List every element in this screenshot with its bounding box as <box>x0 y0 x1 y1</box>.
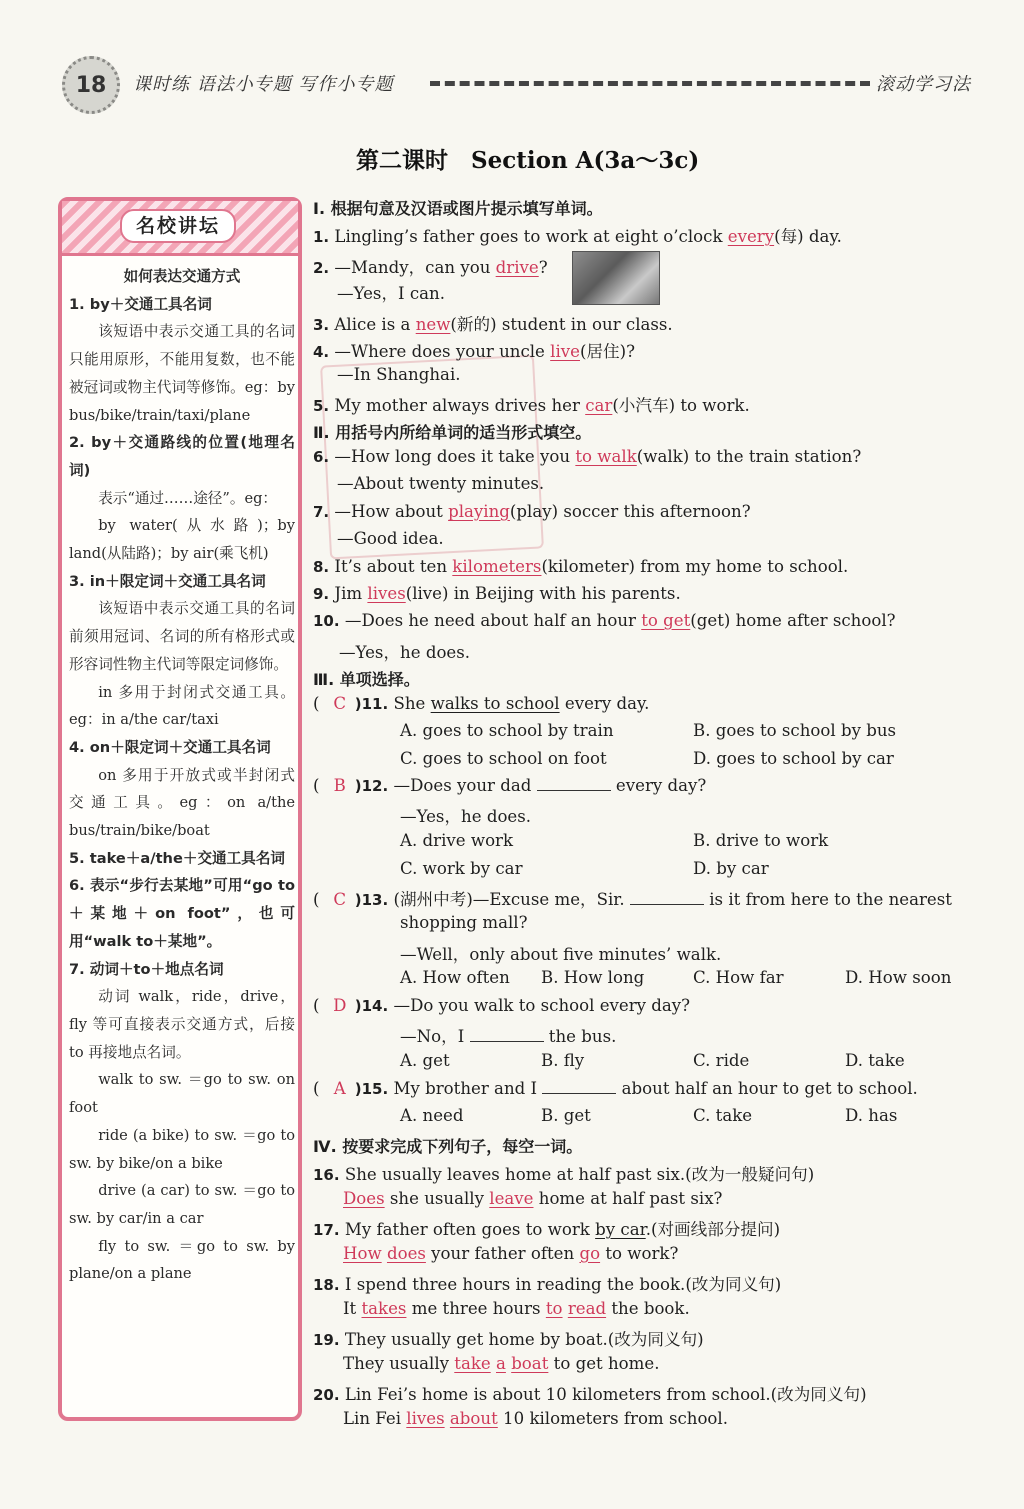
q-text: —Do you walk to school every day? <box>393 996 691 1015</box>
q-text: (get) home after school? <box>690 611 896 630</box>
driving-photo <box>572 251 660 305</box>
q-text: to get home. <box>548 1354 660 1373</box>
q-text: —Does he need about half an hour <box>344 611 642 630</box>
q-text: Lin Fei <box>343 1409 407 1428</box>
q-text: (live) in Beijing with his parents. <box>405 584 681 603</box>
underlined-text: by car <box>595 1220 646 1239</box>
blank <box>470 1027 544 1042</box>
q-text: (湖州中考)—Excuse me，Sir. <box>393 890 630 909</box>
q-text: Lin Fei’s home is about 10 kilometers from school.(改为同义句) <box>344 1385 867 1404</box>
answer: to <box>545 1299 563 1318</box>
q-number: )11. <box>354 695 389 713</box>
answer: How <box>343 1244 382 1263</box>
underlined-text: walks to school <box>430 694 560 713</box>
q-number: 8. <box>313 558 330 576</box>
option-c: C. How far <box>693 968 784 987</box>
answer: lives <box>367 584 406 603</box>
sidebar-point-2-example: by water(从水路)；by land(从陆路)；by air(乘飞机) <box>69 517 295 563</box>
question-9 <box>313 584 681 603</box>
answer: takes <box>361 1299 407 1318</box>
answer: go <box>579 1244 601 1263</box>
header-divider <box>430 81 870 86</box>
q-text: (居住)? <box>579 342 636 361</box>
page-title: 第二课时 Section A(3a～3c) <box>356 147 700 174</box>
q-text: the book. <box>606 1299 690 1318</box>
question-17-answer-line <box>343 1244 678 1263</box>
q-number: 2. <box>313 259 330 277</box>
q-number: 16. <box>313 1166 340 1184</box>
blank <box>630 890 704 905</box>
option-d: D. by car <box>693 859 769 878</box>
page-number: 18 <box>62 56 120 114</box>
q-text: —How long does it take you <box>334 447 576 466</box>
q-text: your father often <box>425 1244 580 1263</box>
answer: new <box>415 315 451 334</box>
q-text: Lingling’s father goes to work at eight o’clock <box>334 227 728 246</box>
answer: to get <box>641 611 691 630</box>
q-text: It’s about ten <box>334 557 453 576</box>
q-text: .(对画线部分提问) <box>645 1220 781 1239</box>
option-b: B. get <box>541 1106 591 1125</box>
paren: ( <box>313 1079 320 1098</box>
q-number: 17. <box>313 1221 340 1239</box>
question-20-answer-line <box>343 1409 728 1428</box>
q-text: They usually <box>343 1354 455 1373</box>
question-20 <box>313 1381 867 1405</box>
question-16-answer-line <box>343 1189 722 1208</box>
question-3 <box>313 311 673 335</box>
paren: ( <box>313 890 320 909</box>
q-text: 10 kilometers from school. <box>497 1409 729 1428</box>
q-text: —Where does your uncle <box>334 342 551 361</box>
answer: does <box>386 1244 426 1263</box>
question-15 <box>313 1079 918 1098</box>
q-number: )15. <box>354 1080 389 1098</box>
option-c: C. work by car <box>400 859 523 878</box>
answer: about <box>449 1409 498 1428</box>
sidebar-point-4-heading: 4. on＋限定词＋交通工具名词 <box>69 738 271 756</box>
answer: take <box>454 1354 491 1373</box>
q-text: —Does your dad <box>393 776 537 795</box>
question-7 <box>313 502 751 521</box>
option-b: B. goes to school by bus <box>693 721 897 740</box>
sidebar-point-6-heading: 6. 表示“步行去某地”可用“go to＋某地＋on foot”，也可用“walk to＋某地”。 <box>69 877 295 950</box>
answer: C <box>333 694 347 713</box>
option-a: A. goes to school by train <box>400 721 614 740</box>
q-number: )14. <box>354 997 389 1015</box>
option-b: B. fly <box>541 1051 585 1070</box>
q-text: is it from here to the nearest <box>703 890 952 909</box>
sidebar-point-2-body: 表示“通过……途径”。eg： <box>98 489 278 507</box>
q-number: 4. <box>313 343 330 361</box>
answer: B <box>333 776 346 795</box>
q-text: She usually leaves home at half past six.(改为一般疑问句) <box>344 1165 815 1184</box>
q-number: )13. <box>354 891 389 909</box>
question-4 <box>313 338 635 362</box>
sidebar-title-band <box>62 201 298 256</box>
blank <box>542 1079 616 1094</box>
section-2-heading: Ⅱ. 用括号内所给单词的适当形式填空。 <box>313 423 592 442</box>
section-1-heading: Ⅰ. 根据句意及汉语或图片提示填写单词。 <box>313 199 603 218</box>
question-19-answer-line <box>343 1354 659 1373</box>
q-text: home at half past six? <box>533 1189 723 1208</box>
question-7-reply: —Good idea. <box>337 529 444 548</box>
answer: car <box>585 396 613 415</box>
q-number: 19. <box>313 1331 340 1349</box>
question-10 <box>313 611 896 630</box>
question-5 <box>313 392 750 416</box>
q-number: 18. <box>313 1276 340 1294</box>
q-number: 1. <box>313 228 330 246</box>
q-number: 10. <box>313 612 340 630</box>
answer: to walk <box>575 447 637 466</box>
q-text: —No，I <box>400 1027 470 1046</box>
answer: A <box>333 1079 346 1098</box>
question-18-answer-line <box>343 1299 690 1318</box>
q-text: —Mandy，can you <box>334 258 496 277</box>
question-17 <box>313 1216 780 1240</box>
sidebar-point-7-body: 动词 walk，ride，drive，fly 等可直接表示交通方式，后接 to 再接地点名词。 <box>69 988 295 1061</box>
sidebar-point-4-body: on 多用于开放式或半封闭式交通工具。eg：on a/the bus/train/bike/boat <box>69 766 295 840</box>
q-text: me three hours <box>406 1299 546 1318</box>
sidebar-point-2-heading: 2. by＋交通路线的位置(地理名词) <box>69 434 295 479</box>
question-11 <box>313 694 649 713</box>
q-number: )12. <box>354 777 389 795</box>
question-2-reply: —Yes，I can. <box>337 284 446 303</box>
sidebar-content <box>69 263 295 1288</box>
answer: live <box>550 342 580 361</box>
answer: boat <box>511 1354 549 1373</box>
answer: every <box>727 227 775 246</box>
question-14-reply <box>400 1023 616 1047</box>
answer: Does <box>343 1189 385 1208</box>
option-c: C. take <box>693 1106 753 1125</box>
paren: ( <box>313 694 320 713</box>
answer: kilometers <box>452 557 542 576</box>
sidebar-example-ride: ride (a bike) to sw. ＝go to sw. by bike/on a bike <box>69 1126 295 1172</box>
answer: drive <box>495 258 539 277</box>
paren: ( <box>313 776 320 795</box>
option-d: D. How soon <box>845 968 952 987</box>
q-text: They usually get home by boat.(改为同义句) <box>344 1330 704 1349</box>
q-text: every day? <box>610 776 707 795</box>
option-a: A. get <box>400 1051 450 1070</box>
question-19 <box>313 1326 704 1350</box>
question-4-reply: —In Shanghai. <box>337 365 461 384</box>
answer: read <box>567 1299 607 1318</box>
option-c: C. ride <box>693 1051 750 1070</box>
sidebar-point-1-heading: 1. by＋交通工具名词 <box>69 295 212 313</box>
option-a: A. need <box>400 1106 464 1125</box>
question-16 <box>313 1161 814 1185</box>
q-text: (每) day. <box>774 227 842 246</box>
answer: D <box>333 996 347 1015</box>
question-14 <box>313 996 690 1015</box>
page-header <box>0 0 1024 120</box>
option-c: C. goes to school on foot <box>400 749 607 768</box>
sidebar-heading: 如何表达交通方式 <box>123 268 241 285</box>
option-b: B. drive to work <box>693 831 829 850</box>
sidebar-example-walk: walk to sw. ＝go to sw. on foot <box>69 1071 295 1117</box>
q-text: (新的) student in our class. <box>450 315 673 334</box>
q-text: every day. <box>559 694 650 713</box>
sidebar-example-drive: drive (a car) to sw. ＝go to sw. by car/in a car <box>69 1182 295 1227</box>
sidebar-example-fly: fly to sw. ＝go to sw. by plane/on a plane <box>69 1237 295 1283</box>
q-text: to work? <box>600 1244 679 1263</box>
q-text: It <box>343 1299 362 1318</box>
question-10-reply: —Yes，he does. <box>339 643 471 662</box>
question-13-cont: shopping mall? <box>400 913 528 932</box>
blank <box>537 776 611 791</box>
option-d: D. goes to school by car <box>693 749 894 768</box>
question-13-reply: —Well，only about five minutes’ walk. <box>400 945 722 964</box>
question-6-reply: —About twenty minutes. <box>337 474 545 493</box>
q-text: ? <box>538 258 548 277</box>
option-d: D. has <box>845 1106 898 1125</box>
question-8 <box>313 557 848 576</box>
q-text: (小汽车) to work. <box>612 396 750 415</box>
q-text: (walk) to the train station? <box>636 447 862 466</box>
section-3-heading: Ⅲ. 单项选择。 <box>313 670 420 689</box>
q-text: My mother always drives her <box>334 396 586 415</box>
answer: lives <box>406 1409 445 1428</box>
q-text: Alice is a <box>334 315 416 334</box>
section-4-heading: Ⅳ. 按要求完成下列句子，每空一词。 <box>313 1137 583 1156</box>
sidebar-box <box>58 197 302 1421</box>
q-number: 20. <box>313 1386 340 1404</box>
q-text: My father often goes to work <box>344 1220 596 1239</box>
sidebar-point-5-heading: 5. take＋a/the＋交通工具名词 <box>69 849 286 867</box>
q-number: 6. <box>313 448 330 466</box>
sidebar-point-3-heading: 3. in＋限定词＋交通工具名词 <box>69 572 266 590</box>
question-12 <box>313 776 706 795</box>
question-2 <box>313 254 548 278</box>
answer: leave <box>489 1189 534 1208</box>
q-text: (kilometer) from my home to school. <box>541 557 849 576</box>
q-number: 9. <box>313 585 330 603</box>
answer: C <box>333 890 347 909</box>
q-number: 3. <box>313 316 330 334</box>
header-left-text: 课时练 语法小专题 写作小专题 <box>133 74 394 95</box>
q-text: about half an hour to get to school. <box>616 1079 918 1098</box>
option-a: A. How often <box>400 968 510 987</box>
sidebar-point-7-heading: 7. 动词＋to＋地点名词 <box>69 960 224 978</box>
q-text: My brother and I <box>393 1079 543 1098</box>
q-text: Jim <box>334 584 368 603</box>
header-right-text: 滚动学习法 <box>876 74 971 95</box>
question-6 <box>313 447 861 466</box>
paren: ( <box>313 996 320 1015</box>
answer: a <box>496 1354 506 1373</box>
answer: playing <box>448 502 510 521</box>
sidebar-title: 名校讲坛 <box>120 209 236 243</box>
q-text: I spend three hours in reading the book.(改为同义句) <box>344 1275 782 1294</box>
option-a: A. drive work <box>400 831 514 850</box>
q-text: —How about <box>334 502 449 521</box>
q-text: the bus. <box>543 1027 617 1046</box>
q-text: she usually <box>384 1189 490 1208</box>
question-18 <box>313 1271 781 1295</box>
q-number: 5. <box>313 397 330 415</box>
question-12-reply: —Yes，he does. <box>400 807 532 826</box>
sidebar-point-3-example: in 多用于封闭式交通工具。eg：in a/the car/taxi <box>69 683 295 729</box>
q-text: (play) soccer this afternoon? <box>509 502 751 521</box>
q-text: She <box>393 694 431 713</box>
question-13 <box>313 886 952 910</box>
q-number: 7. <box>313 503 330 521</box>
option-d: D. take <box>845 1051 905 1070</box>
sidebar-point-1-body: 该短语中表示交通工具的名词只能用原形，不能用复数，也不能被冠词或物主代词等修饰。eg：by bus/bike/train/taxi/plane <box>69 323 295 424</box>
sidebar-point-3-body: 该短语中表示交通工具的名词前须用冠词、名词的所有格形式或形容词性物主代词等限定词修饰。 <box>69 600 295 673</box>
option-b: B. How long <box>541 968 645 987</box>
question-1 <box>313 223 842 247</box>
